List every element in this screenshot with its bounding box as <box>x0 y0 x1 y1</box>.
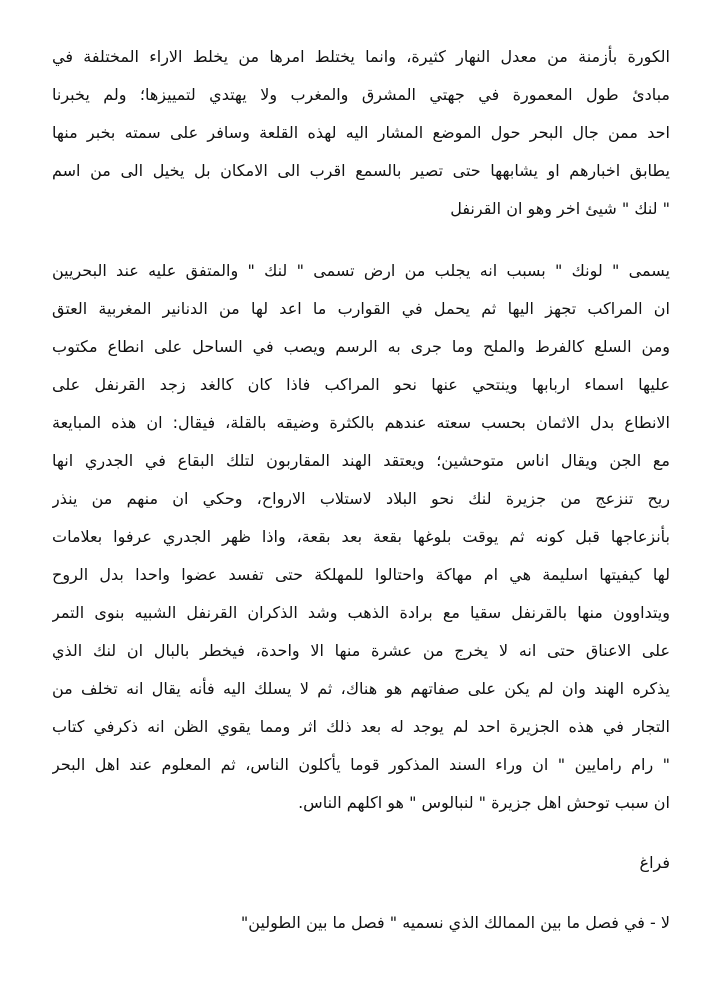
text-line: ان سبب توحش اهل جزيرة " لنبالوس " هو اكلهم الناس. <box>298 793 670 812</box>
text-line: يطابق اخبارهم او يشابهها حتى تصير بالسمع اقرب الى الامكان بل يخيل الى من اسم <box>52 161 670 180</box>
text-line: ان المراكب تجهز اليها ثم يحمل في القوارب ما اعد لها من الدنانير المغربية العتق <box>52 299 670 318</box>
text-line: " لنك " شيئ اخر وهو ان القرنفل <box>450 199 670 218</box>
text-line: الكورة بأزمنة من معدل النهار كثيرة، وانما يختلط امرها من يخلط الاراء المختلفة في <box>52 47 670 66</box>
text-line: مبادئ طول المعمورة في جهتي المشرق والمغرب ولا يهتدي لتمييزها؛ ولم يخبرنا <box>52 85 670 104</box>
text-line: يذكره الهند وان لم يكن على صفاتهم هو هناك، ثم لا يسلك اليه فأنه يقال انه تخلف من <box>52 679 670 698</box>
document-page <box>52 38 670 942</box>
text-line: " رام رامايين " ان وراء السند المذكور قوما يأكلون الناس، ثم المعلوم عند اهل البحر <box>52 755 670 774</box>
text-line: عليها اسماء اربابها وينتحي عنها نحو المراكب فاذا كان كالغد زجد القرنفل على <box>52 375 670 394</box>
text-line: يسمى " لونك " بسبب انه يجلب من ارض تسمى " لنك " والمتفق عليه عند البحريين <box>52 261 670 280</box>
text-line: ريح تنزعج من جزيرة لنك نحو البلاد لاستلاب الارواح، وحكي ان منهم من ينذر <box>52 489 670 508</box>
text-line: لا - في فصل ما بين الممالك الذي نسميه " فصل ما بين الطولين" <box>240 913 670 932</box>
text-line: فراغ <box>639 853 670 872</box>
paragraph-2 <box>52 252 670 822</box>
paragraph-spacer <box>52 882 670 904</box>
text-line: لها كيفيتها اسليمة هي ام مهاكة واحتالوا للمهلكة حتى تفسد عضوا واحدا بدل الروح <box>52 565 670 584</box>
text-line: التجار في هذه الجزيرة احد لم يوجد له بعد ذلك اثر ومما يقوي الظن انه ذكرفي كتاب <box>52 717 670 736</box>
paragraph-spacer <box>52 228 670 252</box>
text-line: بأنزعاجها قبل كونه ثم يوقت بلوغها بقعة بعد بقعة، واذا ظهر الجدري عرفوا بعلامات <box>52 527 670 546</box>
paragraph-3 <box>52 844 670 882</box>
paragraph-1 <box>52 38 670 228</box>
text-line: ومن السلع كالفرط والملح وما جرى به الرسم ويصب في الساحل على انطاع مكتوب <box>52 337 670 356</box>
text-line: على الاعناق حتى انه لا يخرج من عشرة منها الا واحدة، فيخطر بالبال ان لنك الذي <box>52 641 670 660</box>
text-line: مع الجن ويقال اناس متوحشين؛ ويعتقد الهند المقاربون لتلك البقاع في الجدري انها <box>52 451 670 470</box>
text-line: ويتداوون منها بالقرنفل سقيا مع برادة الذهب وشد الذكران القرنفل الشبيه بنوى التمر <box>52 603 670 622</box>
paragraph-4 <box>52 904 670 942</box>
text-line: احد ممن جال البحر حول الموضع المشار اليه لهذه القلعة وسافر على سمته بخبر منها <box>52 123 670 142</box>
text-line: الانطاع بدل الاثمان بحسب سعته عندهم بالكثرة وضيقه بالقلة، فيقال: ان هذه المبايعة <box>52 413 670 432</box>
paragraph-spacer <box>52 822 670 844</box>
